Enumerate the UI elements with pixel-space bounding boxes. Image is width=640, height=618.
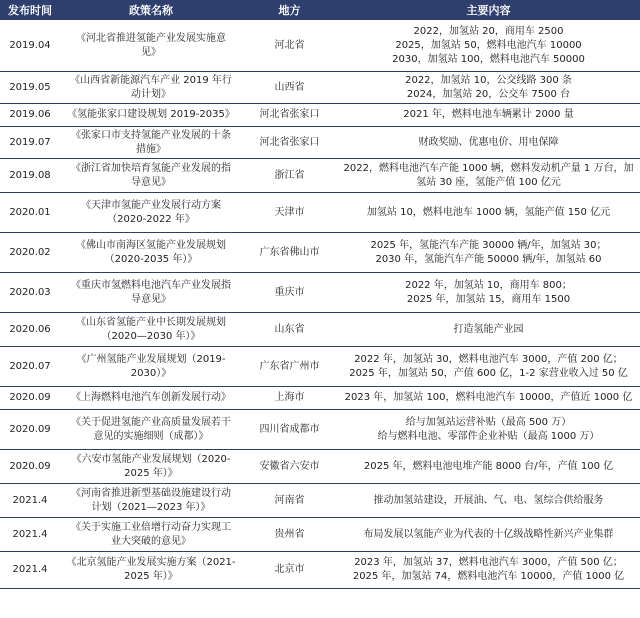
content-line: 财政奖励、优惠电价、用电保障 xyxy=(418,136,559,148)
date-cell: 2020.02 xyxy=(9,246,51,258)
place-cell: 河北省张家口 xyxy=(259,109,320,120)
content-line: 2021 年，燃料电池车辆累计 2000 量 xyxy=(403,109,574,120)
content-cell xyxy=(337,518,640,551)
date-cell: 2020.03 xyxy=(9,286,51,298)
policy-name-cell xyxy=(60,450,242,483)
place-cell: 贵州省 xyxy=(274,528,305,540)
date-cell: 2019.08 xyxy=(9,169,51,181)
content-line: 2030 年，氢能汽车产能 50000 辆/年，加氢站 60 xyxy=(375,253,602,265)
policy-name-cell xyxy=(60,484,242,517)
policy-name-line: 《关于促进氢能产业高质量发展若干 xyxy=(71,416,231,428)
policy-name-line: 见》 xyxy=(141,46,161,58)
content-line: 2025 年，氢能汽车产能 30000 辆/年，加氢站 30； xyxy=(370,239,607,251)
policy-name-cell xyxy=(60,20,242,71)
policy-name-line: 导意见》 xyxy=(131,293,171,305)
policy-name-cell xyxy=(60,313,242,346)
content-line: 2023 年，加氢站 37，燃料电池汽车 3000，产值 500 亿； xyxy=(354,557,623,568)
date-cell: 2019.04 xyxy=(9,39,51,51)
content-cell xyxy=(337,193,640,232)
policy-name-line: 《六安市氢能产业发展规划（2020- xyxy=(71,453,231,465)
content-line: 2025，加氢站 50，燃料电池汽车 10000 xyxy=(395,39,582,51)
table-row xyxy=(0,387,640,410)
table-row xyxy=(0,193,640,233)
policy-name-line: 2025 年）》 xyxy=(124,467,178,479)
table-row xyxy=(0,313,640,347)
place-cell: 重庆市 xyxy=(274,286,305,298)
date-cell: 2020.06 xyxy=(9,323,51,335)
content-cell xyxy=(337,552,640,588)
place-cell: 安徽省六安市 xyxy=(259,460,320,472)
policy-name-line: 《张家口市支持氢能产业发展的十条 xyxy=(71,129,231,141)
content-line: 2022，燃料电池汽车产能 1000 辆，燃料发动机产量 1 万台，加 xyxy=(343,162,634,174)
date-cell: 2020.09 xyxy=(9,460,51,472)
content-cell xyxy=(337,20,640,71)
content-cell xyxy=(337,72,640,103)
policy-name-line: （2020—2030 年）》 xyxy=(101,330,201,342)
content-line: 2022 年，加氢站 30，燃料电池汽车 3000，产值 200 亿； xyxy=(354,353,623,365)
content-cell xyxy=(337,347,640,386)
table-body xyxy=(0,20,640,589)
policy-name-line: 《氢能张家口建设规划 2019-2035》 xyxy=(67,109,235,120)
table-row xyxy=(0,450,640,484)
policy-name-line: 计划（2021—2023 年）》 xyxy=(91,501,211,513)
policy-name-line: 《上海燃料电池汽车创新发展行动》 xyxy=(71,392,231,403)
content-line: 推动加氢站建设，开展油、气、电、氢综合供给服务 xyxy=(373,494,604,506)
date-cell: 2019.05 xyxy=(9,81,51,93)
content-line: 2022 年，加氢站 10，商用车 800； xyxy=(405,279,572,291)
content-line: 2022，加氢站 10，公交线路 300 条 xyxy=(405,74,572,86)
table-row xyxy=(0,104,640,127)
header-content: 主要内容 xyxy=(466,4,511,17)
date-cell: 2019.07 xyxy=(9,136,51,148)
content-cell xyxy=(337,273,640,312)
header-place: 地方 xyxy=(278,4,301,17)
policy-name-cell xyxy=(60,104,242,126)
content-line: 2030，加氢站 100，燃料电池汽车 50000 xyxy=(392,53,585,65)
content-cell xyxy=(337,410,640,449)
content-line: 2025 年，燃料电池电堆产能 8000 台/年，产值 100 亿 xyxy=(363,460,614,472)
content-cell xyxy=(337,450,640,483)
policy-name-cell xyxy=(60,193,242,232)
policy-name-line: 措施》 xyxy=(136,143,166,155)
policy-name-line: 《河南省推进新型基础设施建设行动 xyxy=(71,487,231,499)
date-cell: 2020.07 xyxy=(9,360,51,372)
policy-name-line: 业大突破的意见》 xyxy=(111,535,191,547)
policy-name-line: （2020-2035 年）》 xyxy=(104,253,198,265)
place-cell: 四川省成都市 xyxy=(259,423,320,435)
date-cell: 2021.4 xyxy=(12,564,48,575)
content-line: 加氢站 10，燃料电池车 1000 辆，氢能产值 150 亿元 xyxy=(366,206,611,218)
content-cell xyxy=(337,387,640,409)
policy-name-line: 《重庆市氢燃料电池汽车产业发展指 xyxy=(71,279,231,291)
content-cell xyxy=(337,104,640,126)
policy-name-cell xyxy=(60,387,242,409)
content-cell xyxy=(337,313,640,346)
date-cell: 2020.09 xyxy=(9,423,51,435)
place-cell: 天津市 xyxy=(274,206,305,218)
place-cell: 山西省 xyxy=(274,81,305,93)
header-date: 发布时间 xyxy=(8,4,52,17)
place-cell: 河北省张家口 xyxy=(259,136,320,148)
date-cell: 2019.06 xyxy=(9,109,51,120)
content-cell xyxy=(337,159,640,192)
date-cell: 2021.4 xyxy=(12,494,48,506)
policy-name-line: 《天津市氢能产业发展行动方案 xyxy=(81,199,221,211)
policy-name-cell xyxy=(60,410,242,449)
place-cell: 河南省 xyxy=(274,494,305,506)
table-row xyxy=(0,347,640,387)
policy-name-line: 《北京氢能产业发展实施方案（2021- xyxy=(66,557,236,568)
date-cell: 2020.09 xyxy=(9,392,51,403)
policy-name-line: 动计划》 xyxy=(131,88,171,100)
content-cell xyxy=(337,233,640,272)
place-cell: 广东省广州市 xyxy=(259,360,320,372)
place-cell: 山东省 xyxy=(274,323,305,335)
table-row xyxy=(0,273,640,313)
table-row xyxy=(0,484,640,518)
policy-name-cell xyxy=(60,273,242,312)
policy-name-cell xyxy=(60,552,242,588)
table-row xyxy=(0,233,640,273)
table-row xyxy=(0,72,640,104)
content-line: 2025 年，加氢站 74，燃料电池汽车 10000，产值 1000 亿 xyxy=(352,571,625,582)
policy-name-cell xyxy=(60,518,242,551)
policy-name-cell xyxy=(60,127,242,158)
content-cell xyxy=(337,484,640,517)
content-line: 打造氢能产业园 xyxy=(453,323,524,335)
content-line: 氢站 30 座，氢能产值 100 亿元 xyxy=(416,176,561,188)
policy-name-line: 《浙江省加快培育氢能产业发展的指 xyxy=(71,162,231,174)
policy-name-line: 《广州氢能产业发展规划（2019- xyxy=(76,353,226,365)
table-header xyxy=(0,0,640,20)
policy-name-line: 导意见》 xyxy=(131,176,171,188)
policy-name-line: 2025 年）》 xyxy=(124,571,178,582)
content-line: 布局发展以氢能产业为代表的十亿级战略性新兴产业集群 xyxy=(363,528,614,540)
policy-name-cell xyxy=(60,159,242,192)
policy-name-line: 《关于实施工业倍增行动奋力实现工 xyxy=(71,521,231,533)
policy-name-line: 意见的实施细则（成都）》 xyxy=(93,430,209,442)
content-line: 2024，加氢站 20，公交车 7500 台 xyxy=(406,88,571,100)
policy-name-line: 《山东省氢能产业中长期发展规划 xyxy=(76,316,226,328)
header-policy-name: 政策名称 xyxy=(129,4,173,17)
place-cell: 广东省佛山市 xyxy=(259,246,320,258)
content-line: 2022，加氢站 20，商用车 2500 xyxy=(413,25,564,37)
table-row xyxy=(0,552,640,589)
place-cell: 北京市 xyxy=(274,564,305,575)
policy-name-line: 2030）》 xyxy=(130,367,172,379)
place-cell: 河北省 xyxy=(274,39,305,51)
content-cell xyxy=(337,127,640,158)
content-line: 2025 年，加氢站 50，产值 600 亿，1-2 家营业收入过 50 亿 xyxy=(349,367,628,379)
place-cell: 浙江省 xyxy=(274,169,305,181)
table-row xyxy=(0,410,640,450)
policy-name-cell xyxy=(60,72,242,103)
policy-name-line: 《佛山市南海区氢能产业发展规划 xyxy=(76,239,226,251)
table-row xyxy=(0,518,640,552)
policy-name-cell xyxy=(60,233,242,272)
table-row xyxy=(0,159,640,193)
table-row xyxy=(0,20,640,72)
content-line: 给与燃料电池、零部件企业补贴（最高 1000 万） xyxy=(377,430,600,442)
policy-name-line: （2020-2022 年》 xyxy=(107,213,195,225)
content-line: 给与加氢站运营补贴（最高 500 万） xyxy=(405,416,572,428)
policy-name-line: 《河北省推进氢能产业发展实施意 xyxy=(76,32,226,44)
place-cell: 上海市 xyxy=(274,392,305,403)
date-cell: 2021.4 xyxy=(12,528,48,540)
table-row xyxy=(0,127,640,159)
content-line: 2023 年，加氢站 100，燃料电池汽车 10000，产值近 1000 亿 xyxy=(344,392,633,403)
content-line: 2025 年，加氢站 15，商用车 1500 xyxy=(406,293,571,305)
policy-name-cell xyxy=(60,347,242,386)
date-cell: 2020.01 xyxy=(9,206,51,218)
policy-name-line: 《山西省新能源汽车产业 2019 年行 xyxy=(70,74,232,86)
